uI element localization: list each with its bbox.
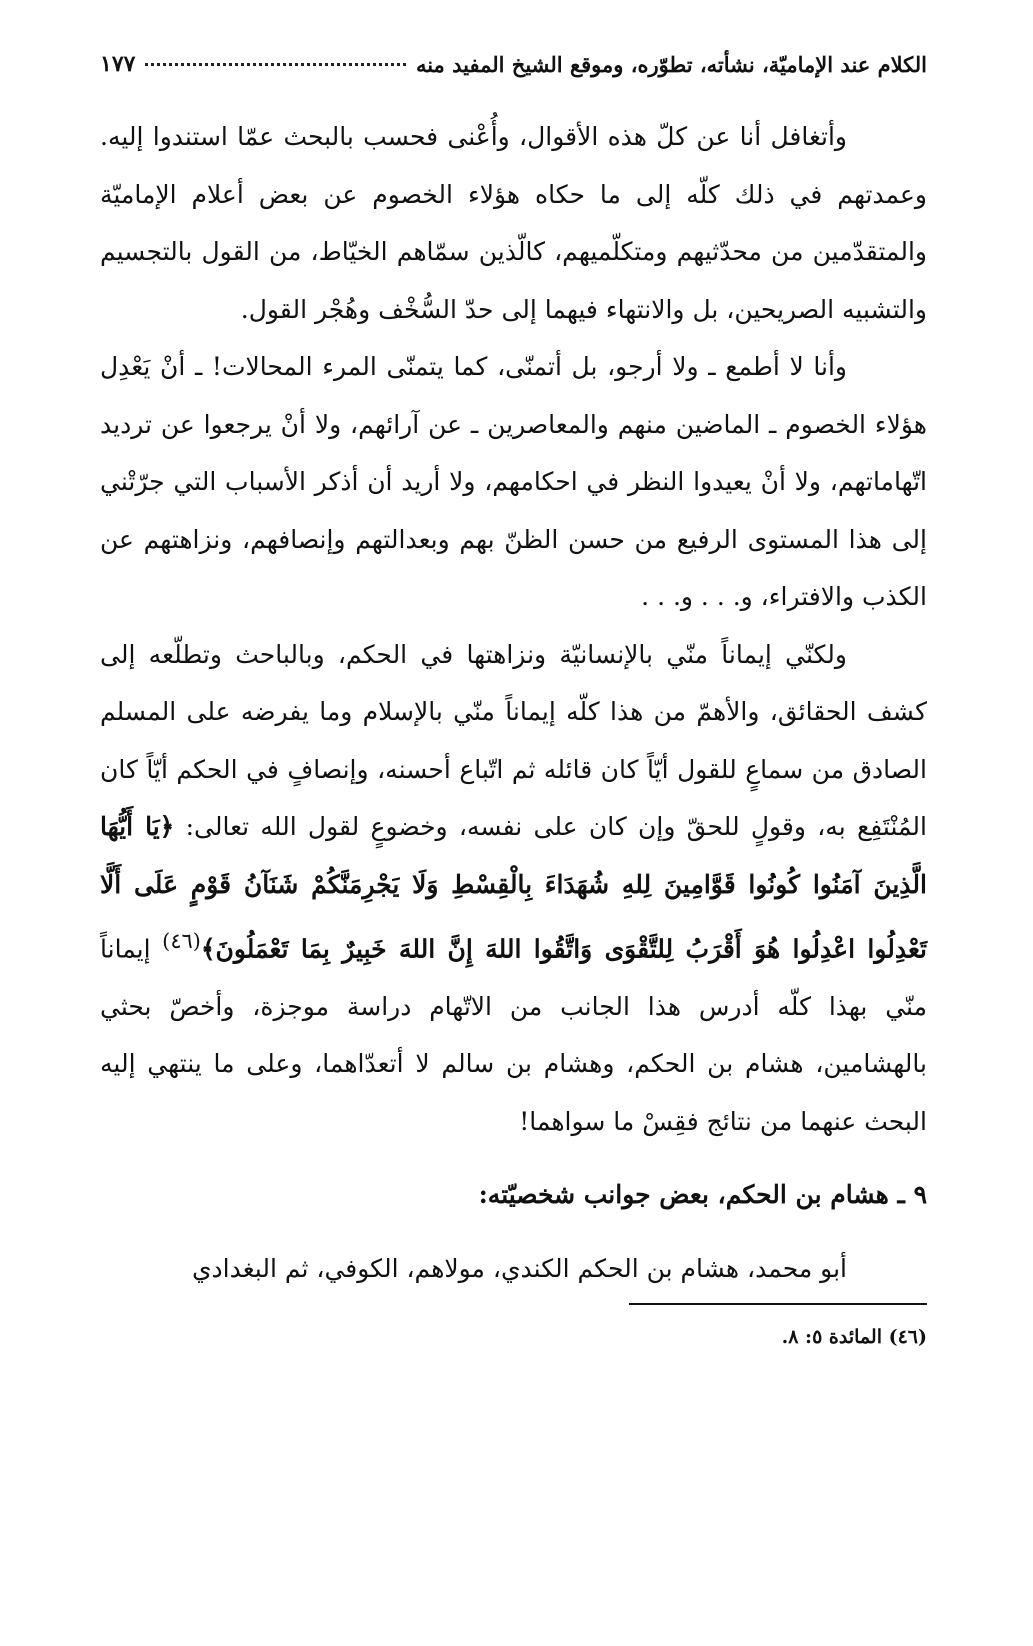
running-header (100, 46, 927, 82)
footnote-reference: (٤٦) (162, 929, 201, 953)
dot-leader (145, 63, 406, 66)
running-header-title: الكلام عند الإماميّة، نشأته، تطوّره، وموقع الشيخ المفيد منه (415, 51, 927, 77)
page-number: ١٧٧ (100, 51, 136, 77)
section-first-line: أبو محمد، هشام بن الحكم الكندي، مولاهم، الكوفي، ثم البغدادي (191, 1254, 847, 1283)
paragraph: وأتغافل أنا عن كلّ هذه الأقوال، وأُعْنى فحسب بالبحث عمّا استندوا إليه. وعمدتهم في ذلك كلّه إلى ما حكاه هؤلاء الخصوم عن بعض أعلام الإماميّة والمتقدّمين من محدّثيهم ومتكلّميهم، كالّذين سمّاهم الخيّاط، من القول بالتجسيم والتشبيه الصريحين، بل والانتهاء فيهما إلى حدّ السُّخْف وهُجْر القول. (100, 122, 927, 324)
main-text (100, 108, 927, 1150)
paragraph: وأنا لا أطمع ـ ولا أرجو، بل أتمنّى، كما يتمنّى المرء المحالات! ـ أنْ يَعْدِل هؤلاء الخصوم ـ الماضين منهم والمعاصرين ـ عن آرائهم، ولا أنْ يرجعوا عن ترديد اتّهاماتهم، ولا أنْ يعيدوا النظر في احكامهم، ولا أريد أن أذكر الأسباب التي جرّتْني إلى هذا المستوى الرفيع من حسن الظنّ بهم وبعدالتهم وإنصافهم، ونزاهتهم عن الكذب والافتراء، و. . . و. . . (100, 352, 927, 611)
paragraph-text: ولكنّي إيماناً منّي بالإنسانيّة ونزاهتها في الحكم، وبالباحث وتطلّعه إلى كشف الحقائق، والأهمّ من هذا كلّه إيماناً منّي بالإسلام وما يفرضه على المسلم الصادق من سماعٍ للقول أيّاً كان قائله ثم اتّباع أحسنه، وإنصافٍ في الحكم أيّاً كان المُنْتَفِع به، وقولٍ للحقّ وإن كان على نفسه، وخضوعٍ لقول الله تعالى: (100, 639, 927, 841)
section-heading: ٩ ـ هشام بن الحكم، بعض جوانب شخصيّته: (478, 1180, 927, 1209)
paragraph-text: إيماناً منّي بهذا كلّه أدرس هذا الجانب من الاتّهام دراسة موجزة، وأخصّ بحثي بالهشامين، هشام بن الحكم، وهشام بن سالم لا أتعدّاهما، وعلى ما ينتهي إليه البحث عنهما من نتائج فقِسْ ما سواهما! (100, 934, 927, 1136)
footnote-divider (629, 1303, 927, 1305)
paragraph (100, 626, 927, 1151)
quran-verse: ﴿يَا أَيُّهَا الَّذِينَ آمَنُوا كُونُوا قَوَّامِينَ لِلهِ شُهَدَاءَ بِالْقِسْطِ وَلَا يَجْرِمَنَّكُمْ شَنَآنُ قَوْمٍ عَلَى أَلَّا تَعْدِلُوا اعْدِلُوا هُوَ أَقْرَبُ لِلتَّقْوَى وَاتَّقُوا اللهَ إِنَّ اللهَ خَبِيرٌ بِمَا تَعْمَلُونَ﴾ (100, 812, 927, 964)
footnote: (٤٦) المائدة ٥: ٨. (781, 1326, 927, 1348)
